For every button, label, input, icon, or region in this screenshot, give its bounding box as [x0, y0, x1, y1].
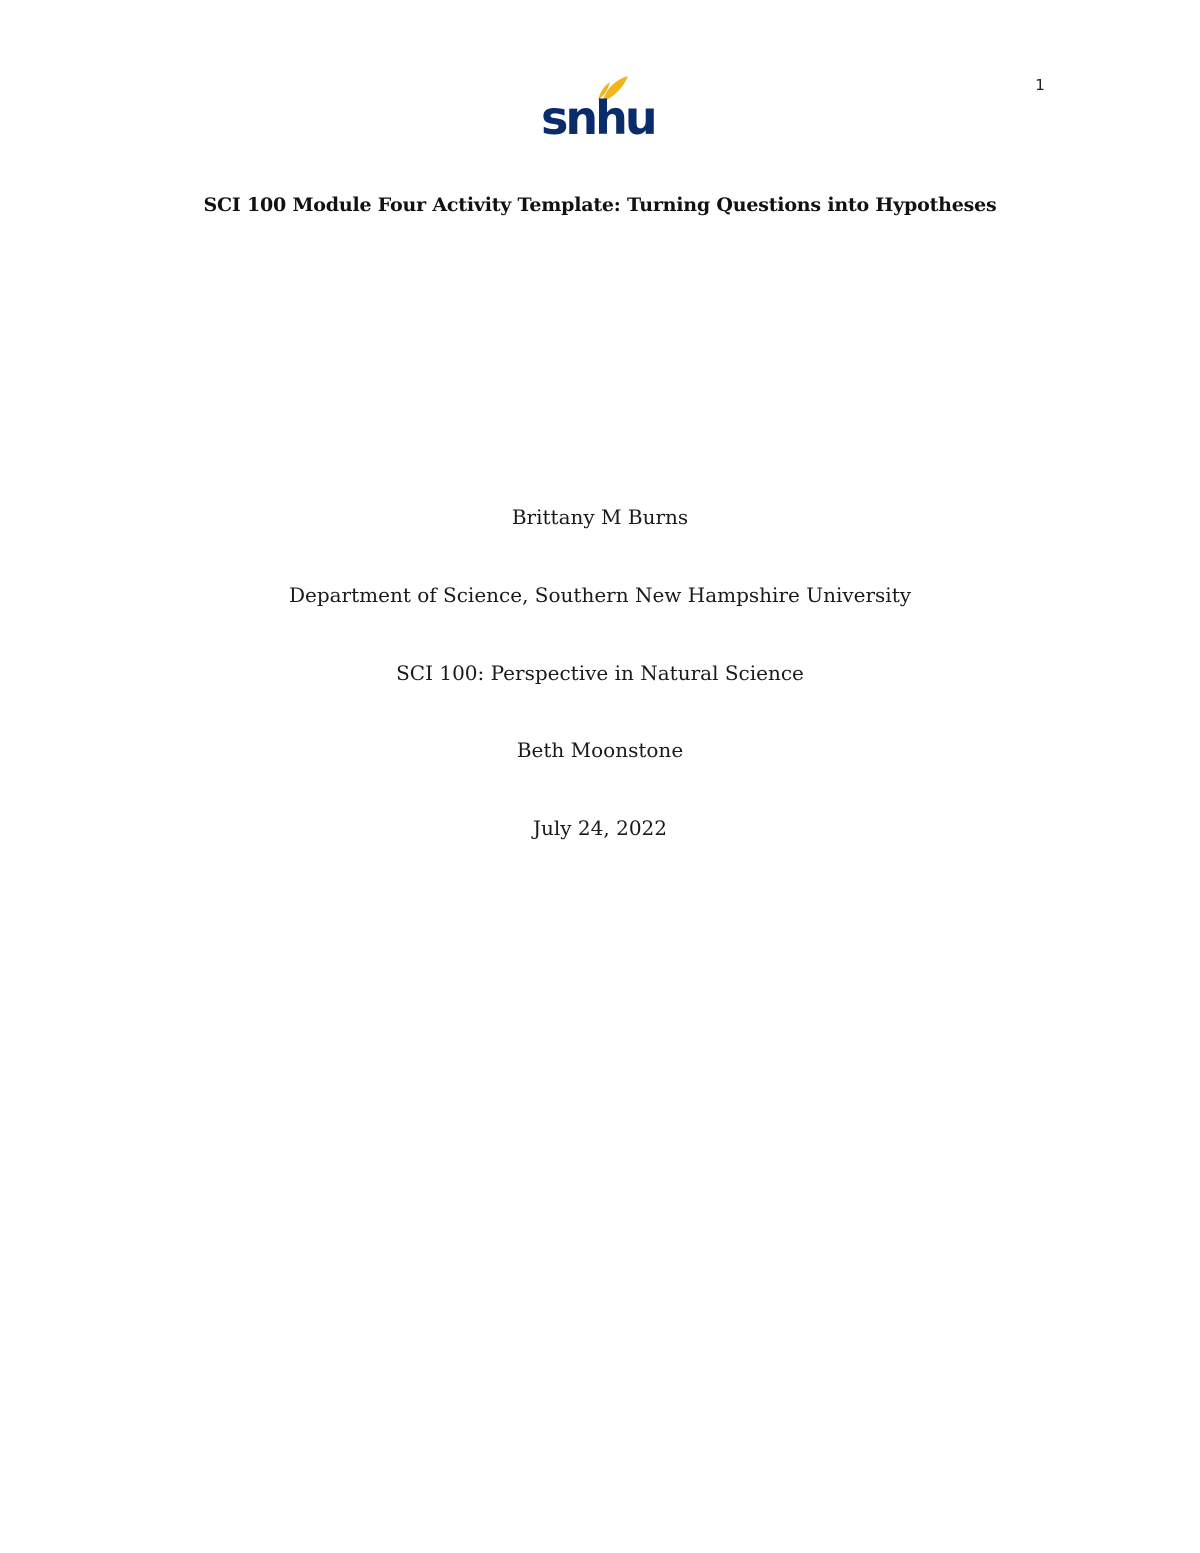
snhu-logo-graphic	[540, 72, 655, 145]
instructor-name: Beth Moonstone	[516, 738, 684, 762]
document-date: July 24, 2022	[532, 816, 667, 840]
department-line: Department of Science, Southern New Hampshire University	[288, 583, 912, 607]
svg-text:snhu: snhu	[541, 91, 655, 145]
snhu-logo	[540, 72, 655, 145]
course-line: SCI 100: Perspective in Natural Science	[396, 661, 804, 685]
page-number: 1	[1035, 76, 1045, 94]
document-title: SCI 100 Module Four Activity Template: Turning Questions into Hypotheses	[203, 194, 997, 216]
author-name: Brittany M Burns	[511, 505, 689, 529]
